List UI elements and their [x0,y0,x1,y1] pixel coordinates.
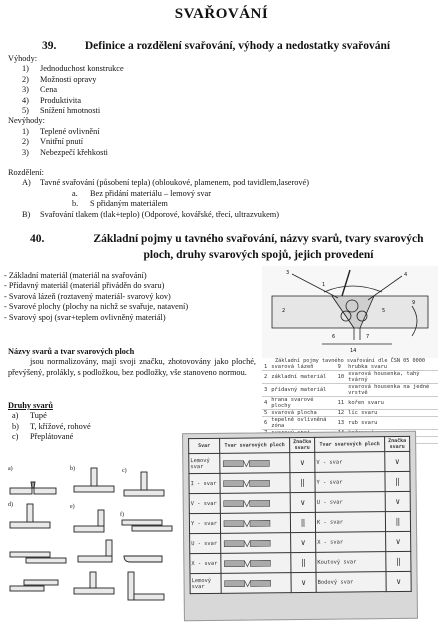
list-item: c) Přeplátované [12,432,74,442]
sketch-label: b) [70,466,75,472]
weld-shape-cell [220,513,290,534]
legend-cell: hrana svarové plochy [269,397,335,410]
weld-symbol-icon: ‖ [290,512,315,532]
list-item: B) Svařování tlakem (tlak+teplo) (Odporové, kovářské, třecí, ultrazvukem) [22,209,279,219]
legend-cell: 1 [264,364,268,370]
table-cell: Lemový svar [190,573,221,593]
legend-cell: svarová housenka na jedné vrstvě [346,384,438,397]
list-item: - Základní materiál (materiál na svařování) [4,271,147,280]
list-item: a) Tupé [12,411,47,421]
weld-shape-cell [221,573,291,594]
weld-cross-section-figure [262,266,438,358]
table-cell: X - svar [190,553,221,573]
table-row [189,491,410,513]
table-cell: Bodový svar [316,572,386,593]
weld-names-block [8,347,256,378]
list-item: 1) Jednoduchost konstrukce [22,64,124,74]
list-item: - Svarový spoj (svar+teplem ovlivněný materiál) [4,312,166,322]
legend-cell: líc svaru [346,410,438,417]
legend-cell: kořen svaru [346,397,438,410]
weld-symbol-icon: ∨ [291,572,316,592]
svg-text:7: 7 [366,334,370,340]
legend-cell: hrubka svaru [346,364,438,371]
weld-joint-sketches [4,460,174,618]
division-list [22,178,433,220]
section-40-heading [30,231,435,263]
legend-cell: svarová housenka, tahý tvárný [346,371,438,384]
list-item: a. Bez přidání materiálu – lemový svar [72,188,211,198]
svg-text:5: 5 [382,308,386,314]
legend-row [262,417,438,430]
list-item: 3) Cena [22,85,58,95]
list-item: 5) Snížení hmotnosti [22,106,101,116]
terms-list [4,271,204,323]
legend-cell: 10 [336,371,347,384]
division-label: Rozdělení: [8,168,44,178]
legend-cell: 2 [262,371,269,384]
column-header: Svar [189,438,220,453]
weld-shapes-table [188,436,412,594]
weld-shape-cell [220,473,290,494]
legend-cell: svarová lázeň [269,364,335,371]
svg-text:14: 14 [350,348,357,354]
table-row [189,451,410,473]
weld-shape-cell [220,493,290,514]
weld-symbol-icon: ∨ [386,571,411,591]
weld-symbol-icon: ∨ [385,491,410,511]
weld-symbol-icon: ∨ [386,531,411,551]
svg-text:1: 1 [322,282,326,288]
division-sublist [72,189,433,210]
table-cell: V - svar [189,493,220,513]
legend-cell: 12 [337,410,345,416]
list-item: - Přídavný materiál (materiál přiváděn do svaru) [4,281,165,291]
legend-cell [336,384,347,397]
legend-cell: svarová plocha [269,410,335,417]
svg-text:4: 4 [404,272,408,278]
table-row [190,531,411,553]
weld-symbol-icon: ‖ [290,472,315,492]
weld-symbol-icon: ∨ [290,492,315,512]
section-number: 39. [42,40,57,52]
table-cell: Koutový svar [316,552,386,573]
svg-text:3: 3 [286,270,290,276]
weld-symbol-icon: ‖ [385,471,410,491]
legend-cell: 11 [336,397,347,410]
weld-shape-cell [221,553,291,574]
weld-symbol-icon: ∨ [290,452,315,472]
legend-cell: 4 [262,397,269,410]
legend-row [262,410,438,417]
list-item: A) Tavné svařování (působení tepla) (obloukové, plamenem, pod tavidlem,laserové) a. Bez přidání materiálu – lemový svar b. S přidaným materiálem [22,178,433,209]
list-item: 2) Vnitřní pnutí [22,137,84,147]
list-item: b) T, křížové, rohové [12,421,91,431]
weld-shape-cell [220,453,290,474]
section-39-heading [42,40,437,52]
weld-types-heading: Druhy svarů [8,401,53,410]
legend-cell: základní materiál [269,371,335,384]
legend-cell: přídavný materiál [269,384,335,397]
table-row [190,571,411,593]
table-cell: V - svar [315,452,385,473]
table-cell: X - svar [316,532,386,553]
sketch-label: a) [8,466,13,472]
weld-symbol-icon: ‖ [291,552,316,572]
list-item: 2) Možnosti opravy [22,74,97,84]
sketch-label: e) [70,504,75,510]
legend-cell: tepelně ovlivněná zóna [269,417,335,430]
legend-row [262,371,438,384]
weld-symbol-icon: ∨ [385,451,410,471]
disadvantages-list [22,127,433,158]
table-row [189,511,410,533]
column-header: Tvar svarových ploch [220,438,290,454]
legend-row [262,384,438,397]
table-row [189,471,410,493]
legend-row [262,397,438,410]
column-header: Značka svaru [290,437,315,452]
legend-cell: 3 [262,384,269,397]
list-item: 3) Nebezpečí křehkosti [22,147,108,157]
section-title: Základní pojmy u tavného svařování, názvy svarů, tvary svarových ploch, druhy svarových spojů, jejich provedení [93,233,424,261]
weld-shape-cell [221,533,291,554]
table-cell: U - svar [190,533,221,553]
legend-cell: 6 [262,417,269,430]
column-header: Tvar svarových ploch [315,437,385,453]
list-item: - Svarová lázeň (roztavený materiál- svarový kov) [4,291,171,301]
weld-shapes-table-photo [182,431,418,621]
advantages-label: Výhody: [8,54,38,63]
weld-symbol-icon: ‖ [386,551,411,571]
weld-symbol-icon: ∨ [291,532,316,552]
sketch-label: c) [122,468,127,474]
section-number: 40. [30,233,45,245]
legend-cell: rub svaru [346,417,438,430]
disadvantages-label: Nevýhody: [8,116,45,126]
legend-caption: Základní pojmy tavného svařování dle ČSN 05 0000 [275,358,425,364]
table-cell: I - svar [189,473,220,493]
sketch-label: f) [120,512,124,518]
table-row [190,551,411,573]
weld-names-heading: Názvy svarů a tvar svarových ploch [8,347,135,356]
table-cell: Lemový svar [189,453,220,473]
weld-names-text: jsou normalizovány, mají svoji značku, zhotovovány jako ploché, převýšený, prolákly, s podložkou, bez podložky, vše stanoveno normou. [8,357,256,377]
weld-symbol-icon: ‖ [385,511,410,531]
column-header: Značka svaru [385,436,410,451]
legend-cell: 9 [336,364,347,371]
section-39-body [8,54,433,220]
advantages-list [22,64,433,116]
list-item: - Svarové plochy (plochy na nichž se svařuje, natavení) [4,302,189,312]
list-item: b. S přidaným materiálem [72,199,168,209]
table-cell: Y - svar [189,513,220,533]
table-cell: U - svar [315,492,385,513]
weld-types-block [8,401,178,443]
list-item: 4) Produktivita [22,95,82,105]
svg-text:6: 6 [332,334,336,340]
legend-cell: 13 [336,417,347,430]
table-cell: Y - svar [315,472,385,493]
legend-cell: 5 [264,410,268,416]
sketch-label: d) [8,502,13,508]
table-cell: K - svar [315,512,385,533]
svg-text:2: 2 [282,308,286,314]
list-item: 1) Teplené ovlivnění [22,126,100,136]
weld-types-list [12,411,178,442]
page-title: SVAŘOVÁNÍ [174,6,269,22]
section-title: Definice a rozdělení svařování, výhody a nedostatky svařování [84,40,391,52]
svg-text:9: 9 [412,300,416,306]
